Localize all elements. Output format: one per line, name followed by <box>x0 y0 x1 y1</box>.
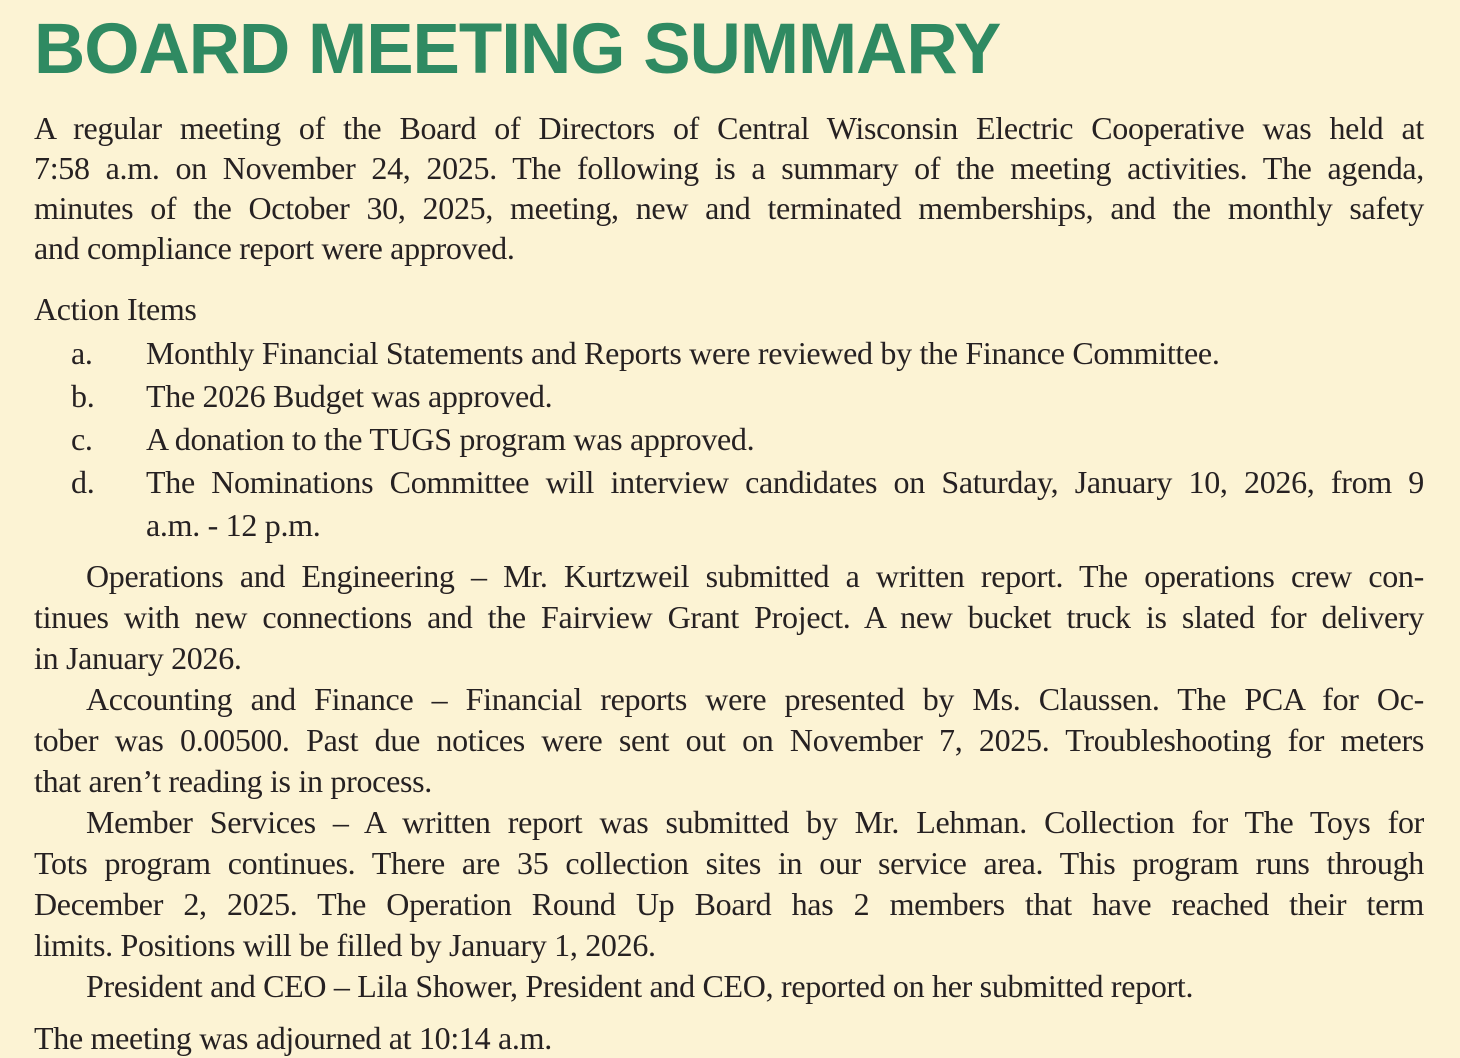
text-line: Operations and Engineering – Mr. Kurtzweil submitted a written report. The operations crew con- <box>86 558 1424 594</box>
action-item <box>34 375 1424 418</box>
list-item-marker: c. <box>71 421 93 457</box>
president-ceo-paragraph <box>34 966 1424 1007</box>
list-item-text <box>146 375 1424 418</box>
text-line: tinues with new connections and the Fairview Grant Project. A new bucket truck is slated for delivery <box>34 599 1424 635</box>
list-item-marker: d. <box>71 464 95 500</box>
text-line: that aren’t reading is in process. <box>34 763 432 799</box>
list-item-marker: b. <box>71 378 95 414</box>
action-item <box>34 461 1424 547</box>
list-item-text <box>146 332 1424 375</box>
text-line: tober was 0.00500. Past due notices were sent out on November 7, 2025. Troubleshooting for meters <box>34 722 1424 758</box>
text-line: Monthly Financial Statements and Reports were reviewed by the Finance Committee. <box>146 335 1220 371</box>
text-line: 7:58 a.m. on November 24, 2025. The following is a summary of the meeting activities. The agenda, <box>34 150 1424 186</box>
list-item-marker: a. <box>71 335 93 371</box>
text-line: December 2, 2025. The Operation Round Up Board has 2 members that have reached their term <box>34 886 1424 922</box>
text-line: minutes of the October 30, 2025, meeting, new and terminated memberships, and the monthly safety <box>34 190 1424 226</box>
text-line: limits. Positions will be filled by January 1, 2026. <box>34 927 656 963</box>
reports-block <box>34 556 1424 1007</box>
text-line: Tots program continues. There are 35 collection sites in our service area. This program runs through <box>34 845 1424 881</box>
text-line: The Nominations Committee will interview candidates on Saturday, January 10, 2026, from 9 <box>146 464 1424 500</box>
list-item-text <box>146 461 1424 547</box>
intro-paragraph <box>34 108 1424 268</box>
operations-engineering-paragraph <box>34 556 1424 679</box>
text-line: The 2026 Budget was approved. <box>146 378 553 414</box>
member-services-paragraph <box>34 802 1424 966</box>
text-line: President and CEO – Lila Shower, President and CEO, reported on her submitted report. <box>86 968 1194 1004</box>
list-item-text <box>146 418 1424 461</box>
action-items-heading: Action Items <box>34 291 197 327</box>
adjournment-line: The meeting was adjourned at 10:14 a.m. <box>34 1020 552 1056</box>
text-line: A donation to the TUGS program was approved. <box>146 421 755 457</box>
action-item <box>34 332 1424 375</box>
text-line: in January 2026. <box>34 640 242 676</box>
text-line: Member Services – A written report was submitted by Mr. Lehman. Collection for The Toys for <box>86 804 1424 840</box>
text-line: a.m. - 12 p.m. <box>146 507 321 543</box>
page-title: BOARD MEETING SUMMARY <box>34 10 1001 89</box>
accounting-finance-paragraph <box>34 679 1424 802</box>
action-items-list <box>34 332 1424 547</box>
text-line: Accounting and Finance – Financial reports were presented by Ms. Claussen. The PCA for Oc- <box>86 681 1424 717</box>
text-line: A regular meeting of the Board of Directors of Central Wisconsin Electric Cooperative was held at <box>34 110 1424 146</box>
action-item <box>34 418 1424 461</box>
text-line: and compliance report were approved. <box>34 230 515 266</box>
